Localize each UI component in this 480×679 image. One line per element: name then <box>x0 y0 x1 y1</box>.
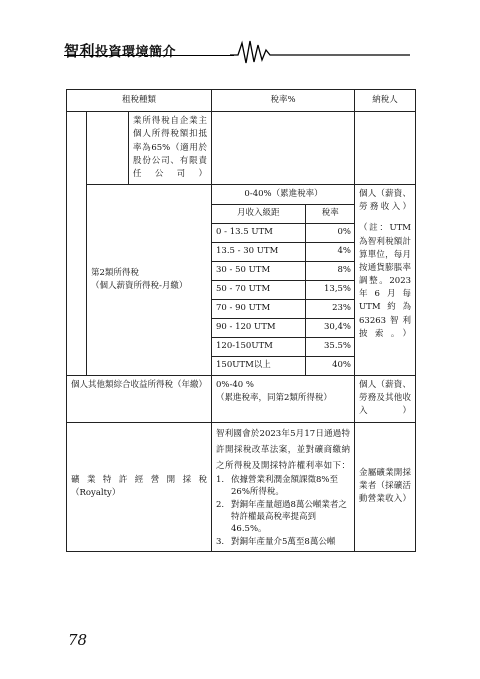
bracket-row: 90 - 120 UTM 30,4% <box>212 318 355 337</box>
empty-cell <box>355 112 416 185</box>
table-row-company-tax <box>67 112 416 185</box>
category2-taxpayer: 個人（薪資、勞務收入） （註：UTM為智利稅額計算單位，每月按通貨膨脹率調整。2023年6月每UTM約為63263智利披索。） <box>355 185 416 376</box>
header-title-small: 投資環境簡介 <box>95 45 177 60</box>
category2-label: 第2類所得稅 （個人薪資所得稅-月繳） <box>87 185 212 376</box>
header-title <box>64 40 176 61</box>
header-taxpayer: 納稅人 <box>355 90 416 112</box>
royalty-rate: 智利國會於2023年5月17日通過特許開採稅改革法案，並對礦商繳納之所得稅及開採特許權利率如下： 1. 依據營業利潤金額課徵8%至26%所得稅。 2. 對銅年產量超過8萬公噸業者之特許權最高稅率提高到46.5%。 3. 對銅年產量介5萬至8萬公噸 <box>212 422 355 551</box>
list-item: 3. 對銅年產量介5萬至8萬公噸 <box>216 536 336 547</box>
company-tax-text: 業所得稅自企業主個人所得稅額扣抵率為65%（適用於股份公司、有限責任公司） <box>129 112 212 185</box>
header-title-big: 智利 <box>64 42 96 60</box>
page-header <box>0 0 480 70</box>
spacer-cell <box>67 112 87 376</box>
global-tax-rate: 0%-40 % （累進稅率，同第2類所得稅） <box>212 376 355 423</box>
bracket-row: 70 - 90 UTM 23% <box>212 299 355 318</box>
spacer-cell <box>87 112 129 185</box>
empty-cell <box>212 112 355 185</box>
table-header-row <box>67 90 416 112</box>
royalty-label: 礦業特許經營開採稅 （Royalty） <box>67 422 212 551</box>
table-row-royalty <box>67 422 416 551</box>
bracket-row: 13.5 - 30 UTM 4% <box>212 242 355 261</box>
global-tax-label: 個人其他類綜合收益所得稅（年繳） <box>67 376 212 423</box>
header-tax-rate: 稅率% <box>212 90 355 112</box>
table-row-global <box>67 376 416 423</box>
tax-table <box>66 89 416 552</box>
heartbeat-line-icon <box>230 38 410 66</box>
global-taxpayer: 個人（薪資、勞務及其他收入） <box>355 376 416 423</box>
list-item: 2. 對銅年產量超過8萬公噸業者之特許權最高稅率提高到46.5%。 <box>216 499 347 535</box>
bracket-row: 0 - 13.5 UTM 0% <box>212 223 355 242</box>
bracket-header-range: 月收入級距 <box>212 204 305 223</box>
header-tax-type: 租稅種類 <box>67 90 212 112</box>
table-row-category2 <box>67 185 416 376</box>
rate-title: 0-40%（累進稅率） <box>212 185 355 204</box>
bracket-row: 150UTM以上 40% <box>212 356 355 375</box>
bracket-header-rate: 稅率 <box>305 204 355 223</box>
bracket-row: 30 - 50 UTM 8% <box>212 261 355 280</box>
bracket-table <box>212 185 355 375</box>
bracket-row: 120-150UTM 35.5% <box>212 337 355 356</box>
header-rule <box>64 55 234 56</box>
royalty-taxpayer: 金屬礦業開採業者（採礦活動營業收入） <box>355 422 416 551</box>
category2-rate-cell <box>212 185 355 376</box>
bracket-row: 50 - 70 UTM 13,5% <box>212 280 355 299</box>
royalty-list <box>216 474 350 548</box>
page-number: 78 <box>68 631 88 649</box>
utm-note: （註：UTM為智利稅額計算單位，每月按通貨膨脹率調整。2023年6月每UTM約為63263智利披索。） <box>359 223 412 339</box>
list-item: 1. 依據營業利潤金額課徵8%至26%所得稅。 <box>216 474 339 498</box>
